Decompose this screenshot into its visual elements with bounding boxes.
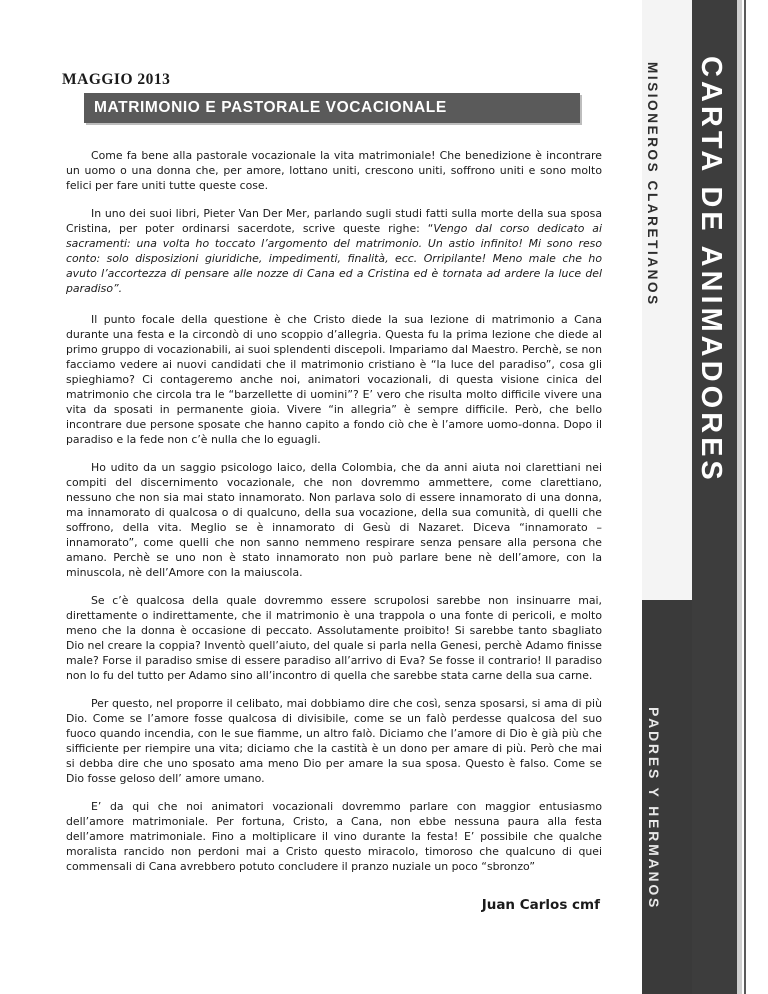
paragraph-2	[66, 206, 602, 296]
article-title-bar	[84, 93, 580, 123]
sidebar-title: CARTA DE ANIMADORES	[695, 56, 727, 484]
sidebar-footer: PADRES Y HERMANOS	[646, 707, 662, 911]
issue-date: MAGGIO 2013	[62, 71, 171, 88]
paragraph-6: Per questo, nel proporre il celibato, mai dobbiamo dire che così, senza sposarsi, si ama di più Dio. Come se l’amore fosse qualcosa di divisibile, come se un falò perdesse qualcosa del suo fuoco quando incendia, con le sue fiamme, un altro falò. Diciamo che l’amore di Dio è già più che sifficiente per riempire una vita; diciamo che la castità è un dono per amare di più. Però che mai si debba dire che uno sposato ama meno Dio per amare la sua sposa. Questo è falso. Come se Dio fosse geloso dell’ amore umano.	[66, 697, 602, 785]
sidebar-edge	[737, 0, 742, 994]
sidebar-subtitle: MISIONEROS CLARETIANOS	[645, 62, 660, 307]
paragraph-3: Il punto focale della questione è che Cristo diede la sua lezione di matrimonio a Cana durante una festa e la circondò di uno scoppio d’allegria. Questa fu la prima lezione che diede al primo gruppo di vocazionabili, ai suoi splendenti discepoli. Impariamo dal Maestro. Perchè, se non facciamo vedere ai nuovi candidati che il matrimonio cristiano è “la luce del paradiso”, cosa gli spieghiamo? Ci contageremo anche noi, animatori vocazionali, di questa visione cinica del matrimonio che circola tra le “barzellette di uomini”? E’ vero che risulta molto difficile vivere una vita da sposati in permanente gioia. Vivere “in allegria” è sempre difficile. Però, che bello incontrare due persone sposate che hanno capito a fondo ciò che è l’amore uomo-donna. Dopo il paradiso e la fede non c’è nulla che lo eguagli.	[66, 313, 602, 446]
paragraph-2-intro: In uno dei suoi libri, Pieter Van Der Mer, parlando sugli studi fatti sulla morte della sua sposa Cristina, per poter ordinarsi sacerdote, scrive queste righe: “	[66, 207, 602, 235]
paragraph-4: Ho udito da un saggio psicologo laico, della Colombia, che da anni aiuta noi clarettiani nei compiti del discernimento vocazionale, che non dovremmo ammettere, come clarettiano, nessuno che non sia mai stato innamorato. Non parlava solo di essere innamorato di una donna, ma innamorato di qualcosa o di qualcuno, della sua vocazione, della sua comunità, di quelli che soffrono, della vita. Meglio se è innamorato di Gesù di Nazaret. Diceva “innamorato – innamorato”, come quelli che non sanno nemmeno respirare senza pensare alla persona che amano. Perchè se uno non è stato innamorato non può parlare bene nè dell’amore, con la minuscola, nè dell’Amore con la maiuscola.	[66, 461, 602, 579]
article-body	[66, 148, 602, 890]
article-title: MATRIMONIO E PASTORALE VOCACIONALE	[94, 99, 447, 116]
author-signature: Juan Carlos cmf	[481, 897, 600, 913]
sidebar-edge-line	[744, 0, 746, 994]
paragraph-5: Se c’è qualcosa della quale dovremmo essere scrupolosi sarebbe non insinuarre mai, direttamente o indirettamente, che il matrimonio è una trappola o una fonte di pericoli, e molto meno che la donna è occasione di peccato. Assolutamente proibito! Si sarebbe tanto sbagliato Dio nel creare la coppia? Inventò quell’aiuto, del quale si parla nella Genesi, perchè Adamo finisse male? Forse il paradiso smise di essere paradiso all’arrivo di Eva? Se fosse il contrario! Il paradiso non lo fu del tutto per Adamo sino all’incontro di quella che sarebbe stata carne della sua carne.	[66, 594, 602, 682]
paragraph-2-quote: Vengo dal corso dedicato ai sacramenti: una volta ho toccato l’argomento del matrimonio. Un astio infinito! Mi sono reso conto: solo disposizioni giuridiche, impedimenti, finalità, ecc. Orripilante! Meno male che ho avuto l’accortezza di pensare alle nozze di Cana ed a Cristina ed è tornata ad ardere la luce del paradiso”.	[66, 222, 602, 295]
paragraph-1: Come fa bene alla pastorale vocazionale la vita matrimoniale! Che benedizione è incontrare un uomo o una donna che, per amore, lottano uniti, crescono uniti, soffrono uniti e sono molto felici per fare uniti tutte queste cose.	[66, 149, 602, 192]
paragraph-7: E’ da qui che noi animatori vocazionali dovremmo parlare con maggior entusiasmo dell’amore matrimoniale. Per fortuna, Cristo, a Cana, non ebbe nessuna paura alla festa dell’amore matrimoniale. Fino a moltiplicare il vino durante la festa! E’ possibile che qualche moralista rancido non perdoni mai a Cristo questo miracolo, timoroso che qualcuno di quei commensali di Cana avrebbero potuto concludere il pranzo nuziale un poco “sbronzo”	[66, 800, 602, 873]
